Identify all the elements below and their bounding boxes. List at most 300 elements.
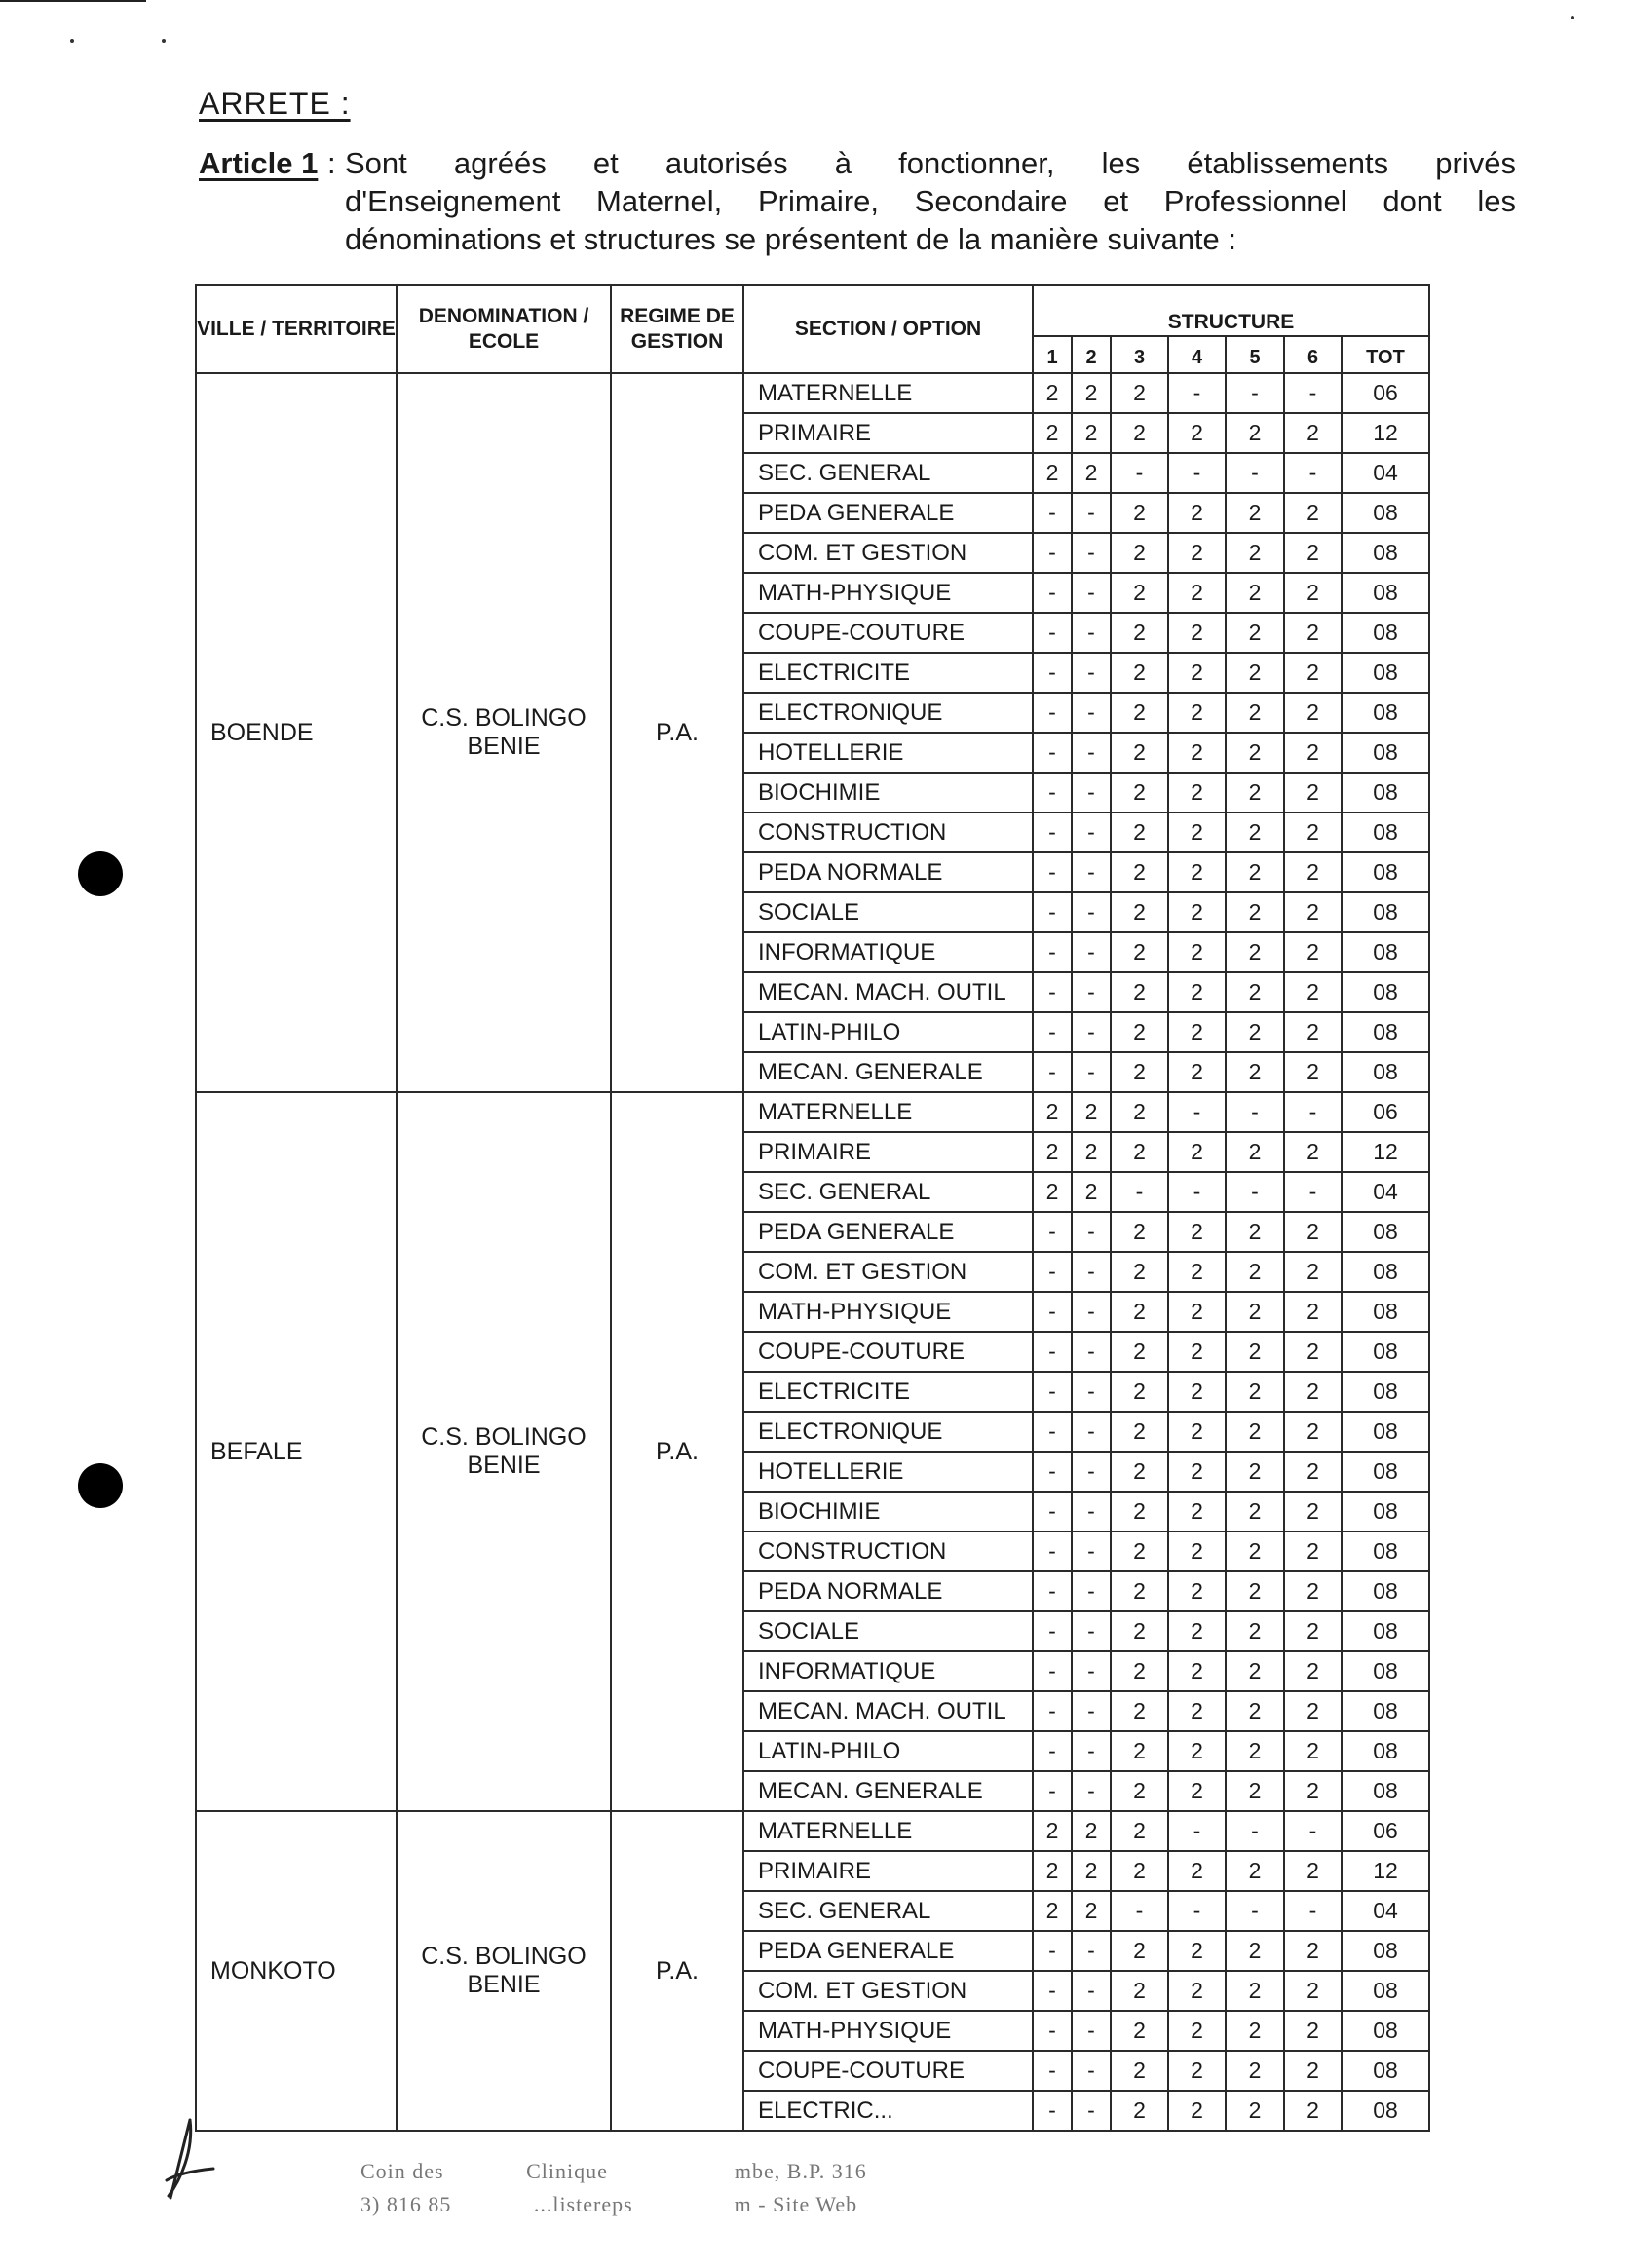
structure-cell: 2 <box>1111 972 1168 1012</box>
section-cell: MECAN. GENERALE <box>743 1052 1033 1092</box>
structure-cell: - <box>1072 932 1111 972</box>
total-cell: 08 <box>1342 892 1429 932</box>
section-cell: PRIMAIRE <box>743 1132 1033 1172</box>
ville-cell: BEFALE <box>196 1092 397 1811</box>
structure-cell: 2 <box>1168 892 1226 932</box>
structure-cell: 2 <box>1111 1372 1168 1412</box>
structure-cell: 2 <box>1111 533 1168 573</box>
structure-cell: 2 <box>1284 852 1342 892</box>
structure-cell: 2 <box>1168 1492 1226 1531</box>
structure-cell: 2 <box>1226 1372 1284 1412</box>
structure-cell: - <box>1033 773 1072 813</box>
structure-cell: - <box>1072 1651 1111 1691</box>
structure-cell: 2 <box>1168 413 1226 453</box>
section-cell: SOCIALE <box>743 892 1033 932</box>
total-cell: 08 <box>1342 932 1429 972</box>
structure-cell: 2 <box>1168 653 1226 693</box>
structure-cell: 2 <box>1111 1292 1168 1332</box>
structure-cell: - <box>1072 533 1111 573</box>
structure-cell: 2 <box>1284 1531 1342 1571</box>
ecole-cell: C.S. BOLINGO BENIE <box>397 1811 611 2131</box>
section-cell: COM. ET GESTION <box>743 1252 1033 1292</box>
structure-cell: 2 <box>1226 693 1284 733</box>
structure-cell: 2 <box>1033 1172 1072 1212</box>
header-col-6: 6 <box>1284 336 1342 373</box>
total-cell: 08 <box>1342 1531 1429 1571</box>
structure-cell: - <box>1033 1611 1072 1651</box>
structure-cell: - <box>1072 1931 1111 1971</box>
structure-cell: - <box>1168 1172 1226 1212</box>
structure-cell: 2 <box>1226 1052 1284 1092</box>
article-line: dénominations et structures se présentent de la manière suivante : <box>345 222 1237 256</box>
total-cell: 08 <box>1342 1931 1429 1971</box>
total-cell: 08 <box>1342 2091 1429 2131</box>
total-cell: 08 <box>1342 972 1429 1012</box>
total-cell: 08 <box>1342 813 1429 852</box>
structure-cell: 2 <box>1168 1052 1226 1092</box>
structure-cell: 2 <box>1226 1332 1284 1372</box>
structure-cell: 2 <box>1168 1452 1226 1492</box>
section-cell: PRIMAIRE <box>743 413 1033 453</box>
structure-cell: 2 <box>1072 453 1111 493</box>
structure-cell: 2 <box>1111 413 1168 453</box>
structure-cell: 2 <box>1226 2011 1284 2051</box>
structure-cell: 2 <box>1033 1092 1072 1132</box>
header-col-tot: TOT <box>1342 336 1429 373</box>
structure-cell: 2 <box>1111 2051 1168 2091</box>
structure-cell: 2 <box>1284 1012 1342 1052</box>
scan-speck <box>70 39 74 43</box>
structure-cell: 2 <box>1284 972 1342 1012</box>
structure-cell: 2 <box>1168 1691 1226 1731</box>
total-cell: 08 <box>1342 852 1429 892</box>
structure-cell: 2 <box>1033 1132 1072 1172</box>
structure-cell: 2 <box>1226 1731 1284 1771</box>
header-col-3: 3 <box>1111 336 1168 373</box>
structure-cell: - <box>1033 653 1072 693</box>
total-cell: 04 <box>1342 1891 1429 1931</box>
structure-cell: 2 <box>1284 1731 1342 1771</box>
structure-cell: 2 <box>1111 813 1168 852</box>
section-cell: PRIMAIRE <box>743 1851 1033 1891</box>
structure-cell: 2 <box>1168 1611 1226 1651</box>
section-cell: PEDA NORMALE <box>743 852 1033 892</box>
structure-cell: 2 <box>1226 2091 1284 2131</box>
structure-cell: - <box>1072 693 1111 733</box>
structure-cell: - <box>1284 1891 1342 1931</box>
structure-cell: 2 <box>1168 932 1226 972</box>
structure-cell: - <box>1072 1531 1111 1571</box>
structure-cell: - <box>1033 2051 1072 2091</box>
structure-cell: 2 <box>1033 1811 1072 1851</box>
structure-cell: - <box>1284 1092 1342 1132</box>
structure-cell: - <box>1072 1212 1111 1252</box>
structure-cell: 2 <box>1168 1971 1226 2011</box>
structure-cell: 2 <box>1226 1851 1284 1891</box>
structure-cell: - <box>1072 892 1111 932</box>
article-line: d'Enseignement Maternel, Primaire, Secondaire et Professionnel dont les <box>345 184 1516 218</box>
total-cell: 08 <box>1342 733 1429 773</box>
structure-cell: - <box>1033 1052 1072 1092</box>
total-cell: 06 <box>1342 1811 1429 1851</box>
ecole-cell: C.S. BOLINGO BENIE <box>397 373 611 1092</box>
structure-cell: - <box>1072 1611 1111 1651</box>
section-cell: COUPE-COUTURE <box>743 2051 1033 2091</box>
total-cell: 06 <box>1342 373 1429 413</box>
structure-cell: - <box>1226 1092 1284 1132</box>
structure-cell: - <box>1284 453 1342 493</box>
total-cell: 08 <box>1342 1731 1429 1771</box>
structure-cell: 2 <box>1168 573 1226 613</box>
section-cell: MATERNELLE <box>743 373 1033 413</box>
structure-cell: 2 <box>1111 1971 1168 2011</box>
page-heading: ARRETE : <box>199 86 351 121</box>
structure-cell: 2 <box>1284 1292 1342 1332</box>
table-row <box>196 1092 1429 1132</box>
structure-cell: - <box>1033 1771 1072 1811</box>
structure-cell: - <box>1033 1332 1072 1372</box>
total-cell: 08 <box>1342 1571 1429 1611</box>
structure-cell: 2 <box>1226 1212 1284 1252</box>
structure-cell: - <box>1033 852 1072 892</box>
structure-cell: - <box>1072 1412 1111 1452</box>
structure-cell: - <box>1033 2011 1072 2051</box>
structure-cell: 2 <box>1033 413 1072 453</box>
section-cell: ELECTRIC... <box>743 2091 1033 2131</box>
structure-cell: - <box>1033 932 1072 972</box>
structure-cell: 2 <box>1226 2051 1284 2091</box>
ville-cell: BOENDE <box>196 373 397 1092</box>
structure-cell: 2 <box>1168 1332 1226 1372</box>
structure-cell: 2 <box>1284 1571 1342 1611</box>
structure-cell: 2 <box>1284 1651 1342 1691</box>
table-body <box>196 373 1429 2131</box>
section-cell: INFORMATIQUE <box>743 1651 1033 1691</box>
structure-cell: 2 <box>1168 493 1226 533</box>
structure-cell: - <box>1284 1172 1342 1212</box>
structure-cell: 2 <box>1111 1691 1168 1731</box>
total-cell: 04 <box>1342 453 1429 493</box>
structure-cell: 2 <box>1226 733 1284 773</box>
structure-cell: 2 <box>1284 1252 1342 1292</box>
structure-cell: 2 <box>1111 2011 1168 2051</box>
structure-cell: 2 <box>1284 1052 1342 1092</box>
structure-cell: 2 <box>1168 693 1226 733</box>
structure-cell: - <box>1072 1372 1111 1412</box>
structure-cell: 2 <box>1033 453 1072 493</box>
structure-cell: 2 <box>1168 1212 1226 1252</box>
structure-cell: 2 <box>1111 733 1168 773</box>
structure-cell: 2 <box>1284 2011 1342 2051</box>
structure-cell: 2 <box>1111 1212 1168 1252</box>
structure-cell: 2 <box>1111 653 1168 693</box>
section-cell: PEDA GENERALE <box>743 1212 1033 1252</box>
article-label: Article 1 <box>199 146 319 180</box>
structure-cell: 2 <box>1284 1851 1342 1891</box>
structure-cell: 2 <box>1226 852 1284 892</box>
structure-cell: - <box>1168 373 1226 413</box>
structure-cell: - <box>1072 573 1111 613</box>
structure-cell: - <box>1033 1372 1072 1412</box>
structure-cell: 2 <box>1168 1412 1226 1452</box>
structure-cell: 2 <box>1111 1771 1168 1811</box>
structure-cell: 2 <box>1284 573 1342 613</box>
structure-cell: 2 <box>1284 932 1342 972</box>
header-col-5: 5 <box>1226 336 1284 373</box>
total-cell: 08 <box>1342 1012 1429 1052</box>
structure-cell: - <box>1284 373 1342 413</box>
total-cell: 08 <box>1342 773 1429 813</box>
structure-cell: 2 <box>1226 1492 1284 1531</box>
structure-cell: - <box>1033 1651 1072 1691</box>
section-cell: BIOCHIMIE <box>743 773 1033 813</box>
section-cell: ELECTRONIQUE <box>743 693 1033 733</box>
ecole-cell: C.S. BOLINGO BENIE <box>397 1092 611 1811</box>
structure-cell: - <box>1033 1292 1072 1332</box>
structure-cell: 2 <box>1111 493 1168 533</box>
total-cell: 08 <box>1342 1771 1429 1811</box>
structure-cell: 2 <box>1111 1412 1168 1452</box>
total-cell: 08 <box>1342 573 1429 613</box>
structure-cell: 2 <box>1226 1651 1284 1691</box>
header-structure: STRUCTURE <box>1033 285 1429 336</box>
structure-cell: 2 <box>1168 852 1226 892</box>
total-cell: 08 <box>1342 653 1429 693</box>
section-cell: LATIN-PHILO <box>743 1012 1033 1052</box>
structure-cell: - <box>1072 1012 1111 1052</box>
structure-cell: 2 <box>1226 1412 1284 1452</box>
structure-cell: 2 <box>1111 1092 1168 1132</box>
section-cell: MECAN. GENERALE <box>743 1771 1033 1811</box>
structure-cell: 2 <box>1111 1252 1168 1292</box>
structure-cell: - <box>1072 852 1111 892</box>
scan-speck <box>162 39 166 43</box>
structure-cell: - <box>1111 453 1168 493</box>
structure-cell: 2 <box>1111 373 1168 413</box>
structure-cell: - <box>1072 653 1111 693</box>
footer-address-line: Coin des Clinique mbe, B.P. 316 <box>360 2159 867 2183</box>
structure-cell: - <box>1072 1571 1111 1611</box>
structure-cell: 2 <box>1111 1452 1168 1492</box>
total-cell: 08 <box>1342 2051 1429 2091</box>
structure-cell: - <box>1033 1212 1072 1252</box>
structure-cell: 2 <box>1111 1571 1168 1611</box>
structure-cell: - <box>1072 613 1111 653</box>
structure-cell: - <box>1033 573 1072 613</box>
structure-cell: 2 <box>1226 1771 1284 1811</box>
structure-cell: 2 <box>1226 773 1284 813</box>
section-cell: HOTELLERIE <box>743 1452 1033 1492</box>
structure-cell: 2 <box>1033 1851 1072 1891</box>
total-cell: 08 <box>1342 2011 1429 2051</box>
structure-cell: - <box>1033 533 1072 573</box>
total-cell: 08 <box>1342 1611 1429 1651</box>
section-cell: MECAN. MACH. OUTIL <box>743 1691 1033 1731</box>
section-cell: COM. ET GESTION <box>743 533 1033 573</box>
structure-cell: - <box>1168 1092 1226 1132</box>
structure-cell: 2 <box>1284 1771 1342 1811</box>
section-cell: MECAN. MACH. OUTIL <box>743 972 1033 1012</box>
structure-cell: 2 <box>1168 773 1226 813</box>
structure-cell: 2 <box>1168 733 1226 773</box>
structure-cell: 2 <box>1168 1292 1226 1332</box>
total-cell: 08 <box>1342 1052 1429 1092</box>
structure-cell: - <box>1072 1771 1111 1811</box>
structure-cell: 2 <box>1168 1132 1226 1172</box>
structure-cell: 2 <box>1168 613 1226 653</box>
structure-cell: - <box>1072 493 1111 533</box>
structure-cell: - <box>1226 373 1284 413</box>
structure-cell: 2 <box>1072 1811 1111 1851</box>
section-cell: BIOCHIMIE <box>743 1492 1033 1531</box>
structure-cell: - <box>1072 2011 1111 2051</box>
structure-cell: - <box>1072 972 1111 1012</box>
table-header-row <box>196 285 1429 336</box>
header-section: SECTION / OPTION <box>743 285 1033 373</box>
structure-cell: 2 <box>1168 533 1226 573</box>
structure-cell: - <box>1033 1492 1072 1531</box>
structure-cell: - <box>1072 1971 1111 2011</box>
section-cell: ELECTRICITE <box>743 1372 1033 1412</box>
regime-cell: P.A. <box>611 1092 743 1811</box>
structure-cell: - <box>1226 1172 1284 1212</box>
structure-cell: 2 <box>1226 533 1284 573</box>
structure-cell: 2 <box>1111 1731 1168 1771</box>
total-cell: 08 <box>1342 493 1429 533</box>
article-line: Sont agréés et autorisés à fonctionner, les établissements privés <box>345 146 1516 180</box>
structure-cell: 2 <box>1284 1971 1342 2011</box>
structure-cell: 2 <box>1111 1931 1168 1971</box>
total-cell: 08 <box>1342 613 1429 653</box>
structure-cell: - <box>1072 1292 1111 1332</box>
structure-cell: 2 <box>1226 1132 1284 1172</box>
structure-cell: 2 <box>1226 892 1284 932</box>
section-cell: ELECTRICITE <box>743 653 1033 693</box>
structure-cell: - <box>1033 1571 1072 1611</box>
structure-cell: 2 <box>1072 373 1111 413</box>
structure-cell: - <box>1168 1811 1226 1851</box>
structure-cell: 2 <box>1111 1611 1168 1651</box>
structure-cell: - <box>1072 1452 1111 1492</box>
structure-cell: 2 <box>1072 1092 1111 1132</box>
structure-cell: 2 <box>1284 653 1342 693</box>
structure-cell: 2 <box>1284 493 1342 533</box>
structure-cell: 2 <box>1226 1252 1284 1292</box>
structure-cell: - <box>1033 1971 1072 2011</box>
structure-cell: 2 <box>1168 813 1226 852</box>
structure-cell: - <box>1033 733 1072 773</box>
structure-cell: 2 <box>1111 852 1168 892</box>
header-col-1: 1 <box>1033 336 1072 373</box>
scan-edge-line <box>0 0 146 2</box>
structure-cell: 2 <box>1226 1931 1284 1971</box>
structure-cell: - <box>1284 1811 1342 1851</box>
section-cell: PEDA GENERALE <box>743 493 1033 533</box>
header-ville: VILLE / TERRITOIRE <box>196 285 397 373</box>
structure-cell: 2 <box>1226 1012 1284 1052</box>
structure-cell: 2 <box>1168 1372 1226 1412</box>
structure-cell: 2 <box>1072 413 1111 453</box>
total-cell: 08 <box>1342 533 1429 573</box>
section-cell: MATH-PHYSIQUE <box>743 1292 1033 1332</box>
structure-cell: - <box>1226 1891 1284 1931</box>
structure-cell: 2 <box>1111 1651 1168 1691</box>
total-cell: 08 <box>1342 1292 1429 1332</box>
structure-cell: - <box>1033 1012 1072 1052</box>
section-cell: MATH-PHYSIQUE <box>743 573 1033 613</box>
structure-cell: 2 <box>1168 1851 1226 1891</box>
structure-cell: 2 <box>1284 693 1342 733</box>
structure-cell: - <box>1111 1172 1168 1212</box>
structure-cell: 2 <box>1168 1651 1226 1691</box>
regime-cell: P.A. <box>611 373 743 1092</box>
table-row <box>196 1811 1429 1851</box>
structure-cell: 2 <box>1284 1332 1342 1372</box>
footer-contact-line: 3) 816 85 ...listereps m - Site Web <box>360 2192 858 2216</box>
structure-cell: 2 <box>1111 1332 1168 1372</box>
structure-cell: - <box>1033 1531 1072 1571</box>
structure-cell: 2 <box>1111 932 1168 972</box>
structure-cell: - <box>1072 1731 1111 1771</box>
structure-cell: 2 <box>1226 1971 1284 2011</box>
structure-cell: 2 <box>1284 1931 1342 1971</box>
structure-cell: - <box>1072 1052 1111 1092</box>
structure-cell: 2 <box>1226 972 1284 1012</box>
structure-cell: 2 <box>1111 1492 1168 1531</box>
total-cell: 04 <box>1342 1172 1429 1212</box>
structure-cell: 2 <box>1168 1252 1226 1292</box>
structure-cell: 2 <box>1072 1891 1111 1931</box>
structure-cell: 2 <box>1284 1412 1342 1452</box>
structure-cell: 2 <box>1284 1452 1342 1492</box>
section-cell: HOTELLERIE <box>743 733 1033 773</box>
structure-cell: 2 <box>1226 573 1284 613</box>
header-denomination: DENOMINATION / ECOLE <box>397 285 611 373</box>
total-cell: 12 <box>1342 1132 1429 1172</box>
section-cell: SEC. GENERAL <box>743 453 1033 493</box>
structure-cell: 2 <box>1111 2091 1168 2131</box>
structure-cell: 2 <box>1111 693 1168 733</box>
structure-cell: - <box>1168 453 1226 493</box>
header-col-2: 2 <box>1072 336 1111 373</box>
structure-cell: 2 <box>1284 2091 1342 2131</box>
structure-cell: 2 <box>1284 773 1342 813</box>
structure-cell: 2 <box>1033 1891 1072 1931</box>
structure-cell: - <box>1226 1811 1284 1851</box>
structure-cell: 2 <box>1226 613 1284 653</box>
total-cell: 08 <box>1342 1971 1429 2011</box>
structure-cell: 2 <box>1111 773 1168 813</box>
structure-cell: - <box>1072 773 1111 813</box>
structure-cell: 2 <box>1072 1851 1111 1891</box>
structure-cell: 2 <box>1168 2011 1226 2051</box>
structure-cell: 2 <box>1284 613 1342 653</box>
structure-cell: - <box>1072 1492 1111 1531</box>
section-cell: LATIN-PHILO <box>743 1731 1033 1771</box>
section-cell: CONSTRUCTION <box>743 813 1033 852</box>
structure-cell: 2 <box>1226 413 1284 453</box>
structure-cell: 2 <box>1284 413 1342 453</box>
structure-cell: 2 <box>1033 373 1072 413</box>
structure-cell: 2 <box>1168 1931 1226 1971</box>
structure-cell: - <box>1033 1691 1072 1731</box>
structure-cell: 2 <box>1284 1492 1342 1531</box>
structure-cell: 2 <box>1168 972 1226 1012</box>
section-cell: SEC. GENERAL <box>743 1172 1033 1212</box>
header-regime: REGIME DE GESTION <box>611 285 743 373</box>
ville-cell: MONKOTO <box>196 1811 397 2131</box>
structure-cell: - <box>1072 2051 1111 2091</box>
